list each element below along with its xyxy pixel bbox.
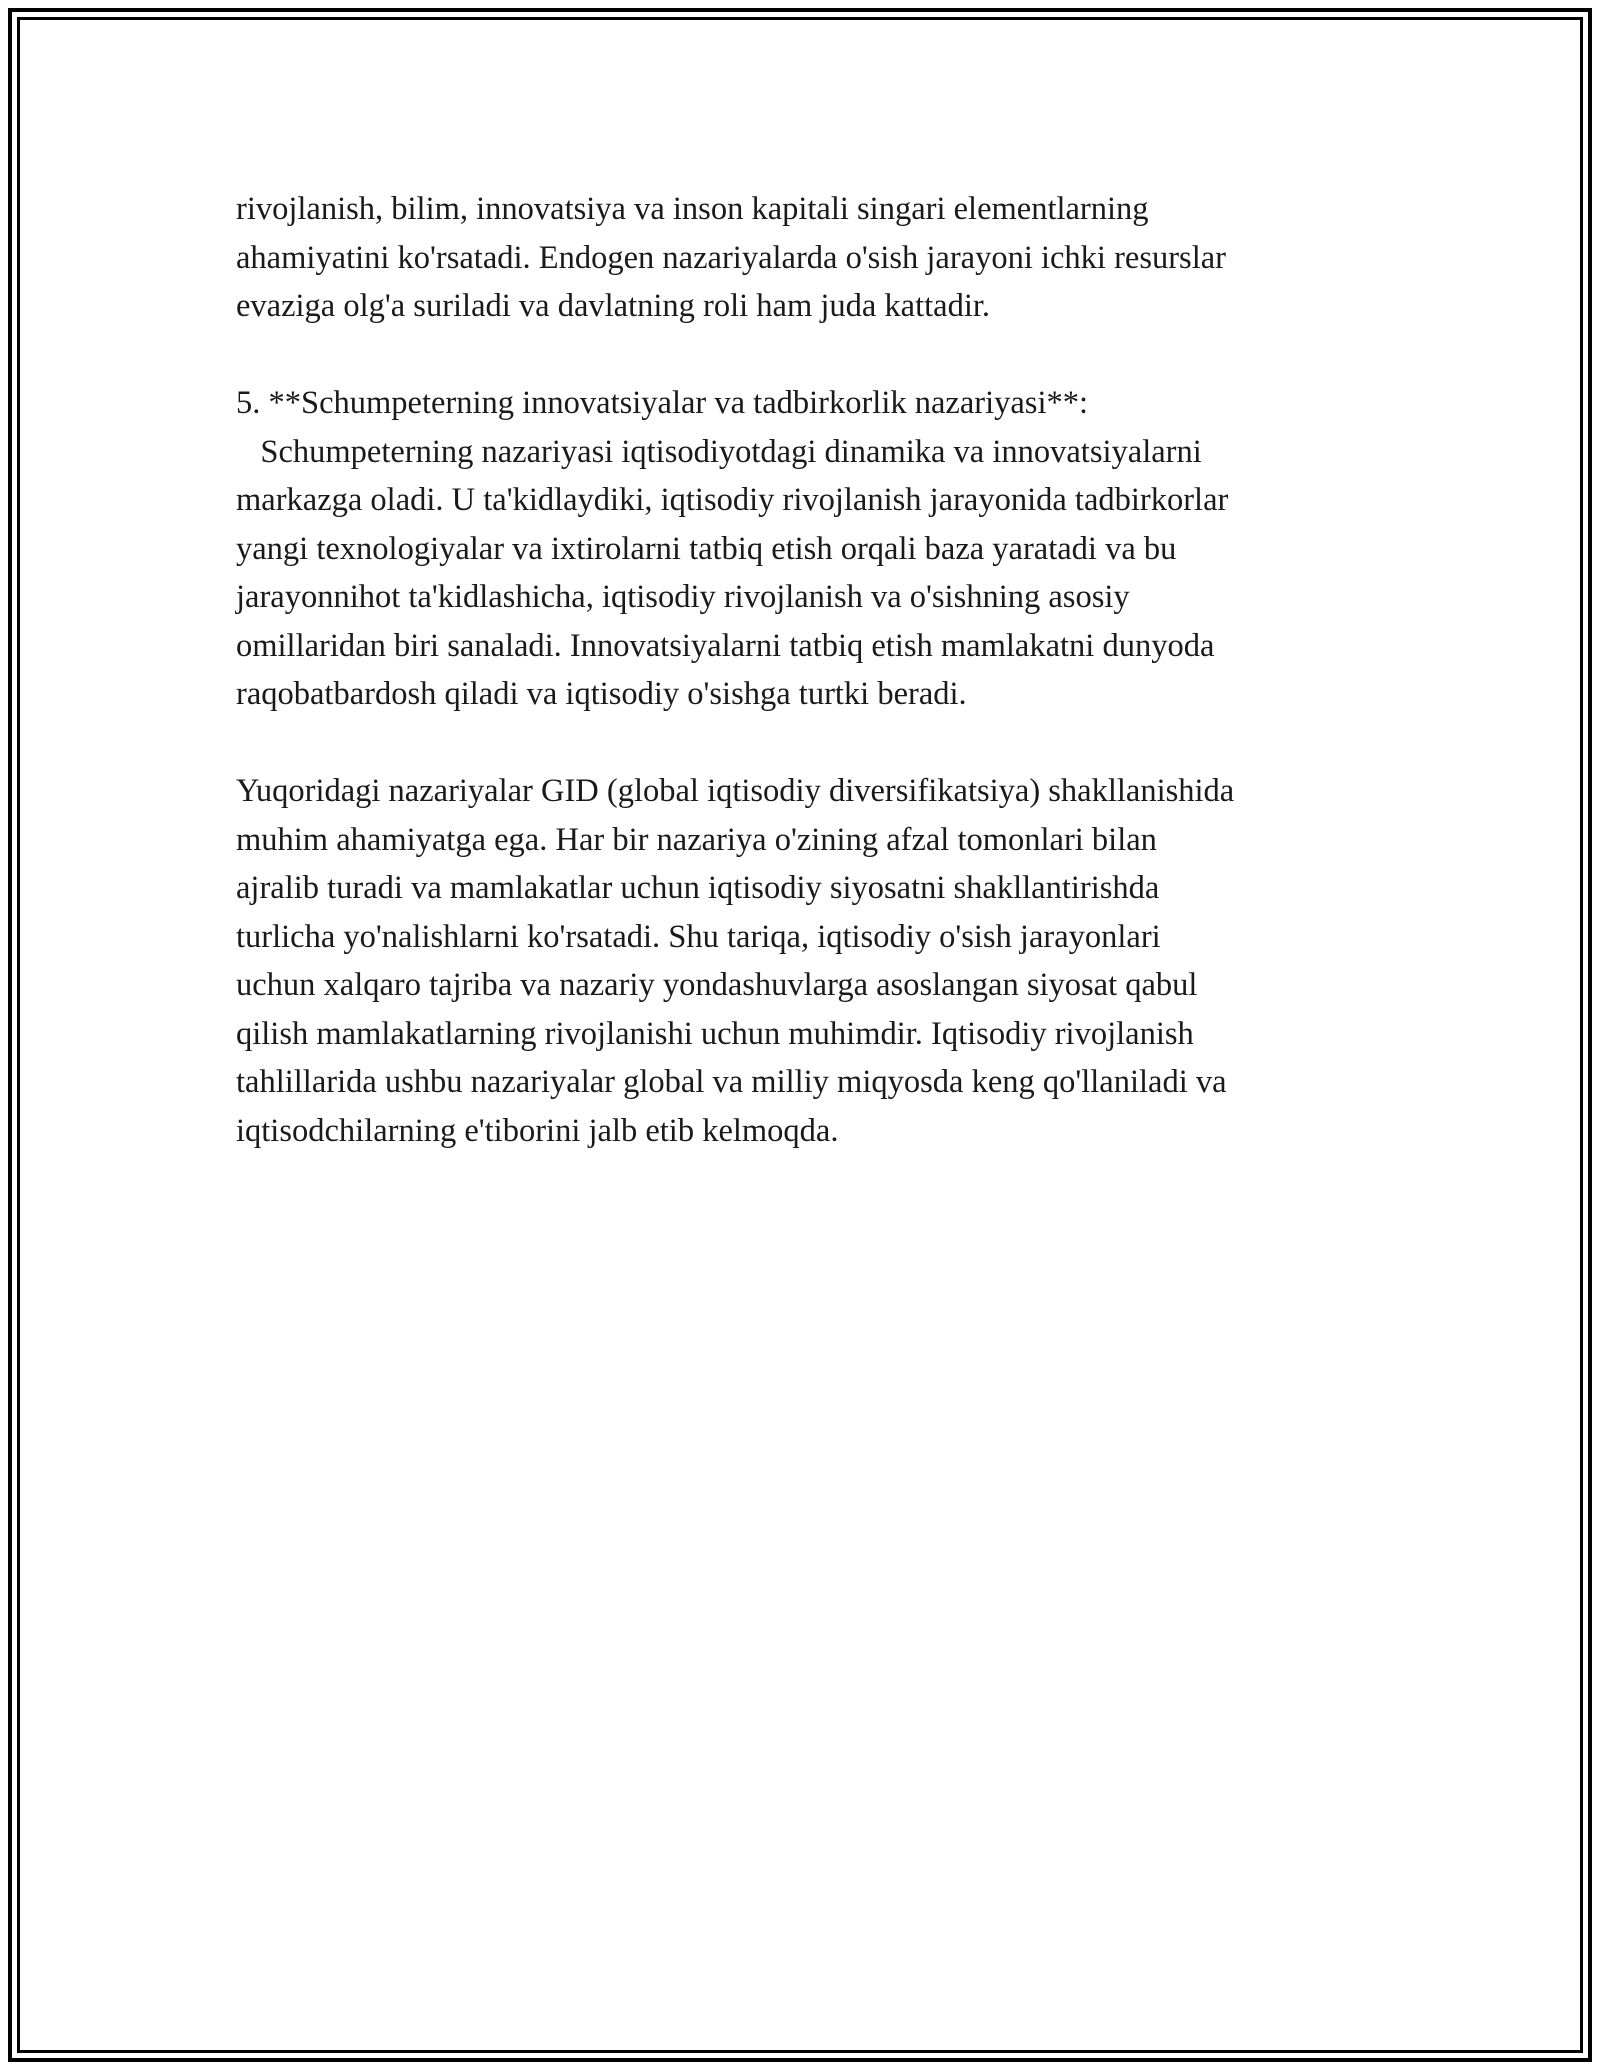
text-line: uchun xalqaro tajriba va nazariy yondashuvlarga asoslangan siyosat qabul bbox=[236, 967, 1198, 1003]
text-line: evaziga olg'a suriladi va davlatning roli ham juda kattadir. bbox=[236, 288, 991, 324]
paragraph-spacer bbox=[236, 331, 1396, 380]
text-line: raqobatbardosh qiladi va iqtisodiy o'sishga turtki beradi. bbox=[236, 676, 967, 712]
text-line: yangi texnologiyalar va ixtirolarni tatbiq etish orqali baza yaratadi va bu bbox=[236, 530, 1177, 567]
section-heading: 5. **Schumpeterning innovatsiyalar va tadbirkorlik nazariyasi**: bbox=[236, 385, 1088, 421]
text-line: markazga oladi. U ta'kidlaydiki, iqtisodiy rivojlanish jarayonida tadbirkorlar bbox=[236, 482, 1229, 518]
text-line: omillaridan biri sanaladi. Innovatsiyalarni tatbiq etish mamlakatni dunyoda bbox=[236, 627, 1215, 664]
text-line: tahlillarida ushbu nazariyalar global va milliy miqyosda keng qo'llaniladi va bbox=[236, 1064, 1227, 1100]
text-line: ahamiyatini ko'rsatadi. Endogen nazariyalarda o'sish jarayoni ichki resurslar bbox=[236, 239, 1226, 276]
paragraph-schumpeter bbox=[236, 428, 1396, 719]
text-line: iqtisodchilarning e'tiborini jalb etib kelmoqda. bbox=[236, 1112, 839, 1149]
text-line: jarayonnihot ta'kidlashicha, iqtisodiy rivojlanish va o'sishning asosiy bbox=[236, 579, 1130, 615]
text-line: muhim ahamiyatga ega. Har bir nazariya o'zining afzal tomonlari bilan bbox=[236, 821, 1157, 858]
section-heading-schumpeter bbox=[236, 379, 1396, 428]
text-line: Schumpeterning nazariyasi iqtisodiyotdagi dinamika va innovatsiyalarni bbox=[236, 433, 1202, 470]
text-line: qilish mamlakatlarning rivojlanishi uchun muhimdir. Iqtisodiy rivojlanish bbox=[236, 1015, 1194, 1052]
paragraph-conclusion bbox=[236, 767, 1396, 1155]
text-line: ajralib turadi va mamlakatlar uchun iqtisodiy siyosatni shakllantirishda bbox=[236, 870, 1160, 906]
paragraph-spacer bbox=[236, 719, 1396, 768]
paragraph-intro bbox=[236, 185, 1396, 331]
text-line: turlicha yo'nalishlarni ko'rsatadi. Shu tariqa, iqtisodiy o'sish jarayonlari bbox=[236, 918, 1161, 955]
text-line: rivojlanish, bilim, innovatsiya va inson kapitali singari elementlarning bbox=[236, 191, 1149, 227]
document-body bbox=[236, 185, 1396, 1155]
text-line: Yuqoridagi nazariyalar GID (global iqtisodiy diversifikatsiya) shakllanishida bbox=[236, 773, 1235, 809]
